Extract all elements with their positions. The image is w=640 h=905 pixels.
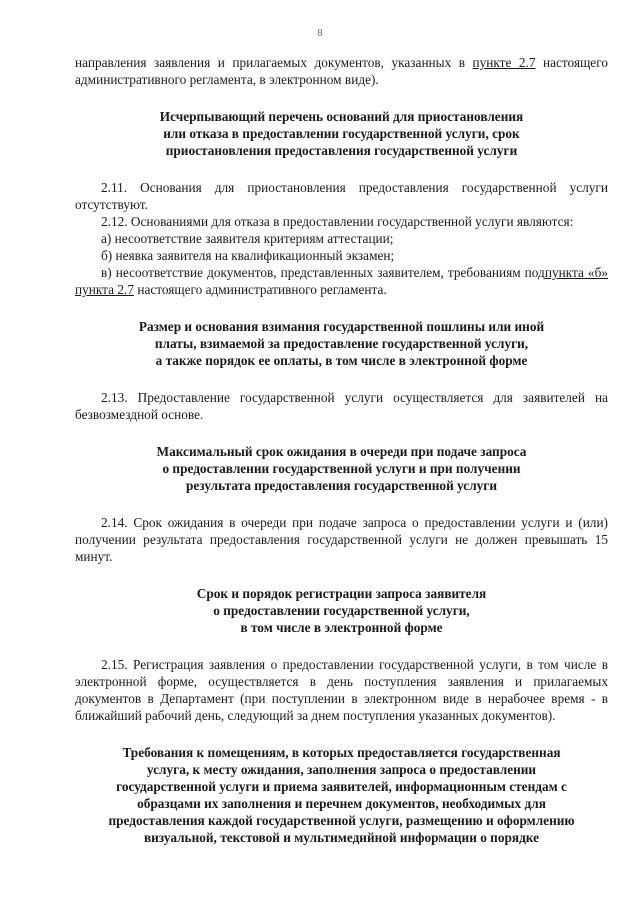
heading-line: Размер и основания взимания государственной пошлины или иной <box>138 319 545 334</box>
heading-line: о предоставлении государственной услуги, <box>213 603 470 618</box>
heading-line: предоставления каждой государственной услуги, размещению и оформлению <box>108 813 575 828</box>
list-item-a: а) несоответствие заявителя критериям аттестации; <box>101 231 394 246</box>
page-number: 8 <box>317 27 323 39</box>
heading-line: о предоставлении государственной услуги и при получении <box>162 461 521 476</box>
heading-line: Исчерпывающий перечень оснований для приостановления <box>159 109 524 124</box>
section-heading-registration <box>75 585 608 636</box>
intro-text-end: настоящего административного регламента, в электронном виде). <box>75 55 608 87</box>
paragraph-2-12: 2.12. Основаниями для отказа в предоставлении государственной услуги являются: <box>101 214 574 229</box>
heading-line: Требования к помещениям, в которых предоставляется государственная <box>122 745 561 760</box>
heading-line: визуальной, текстовой и мультимедийной информации о порядке <box>143 830 540 845</box>
heading-line: платы, взимаемой за предоставление государственной услуги, <box>154 336 529 351</box>
intro-link-clause-2-7[interactable]: пункте 2.7 <box>472 55 536 70</box>
paragraph-2-13: 2.13. Предоставление государственной услуги осуществляется для заявителей на безвозмездной основе. <box>75 390 608 422</box>
item-c-text: в) несоответствие документов, представленных заявителем, требованиям под <box>101 265 545 280</box>
heading-line: приостановления предоставления государственной услуги <box>165 143 518 158</box>
list-item-c <box>75 264 608 298</box>
paragraph-2-11: 2.11. Основания для приостановления предоставления государственной услуги отсутствуют. <box>75 180 608 212</box>
heading-line: услуга, к месту ожидания, заполнения запроса о предоставлении <box>146 762 537 777</box>
heading-line: образцами их заполнения и перечнем документов, необходимых для <box>137 796 546 811</box>
heading-line: Максимальный срок ожидания в очереди при подаче запроса <box>156 444 527 459</box>
list-item-b: б) неявка заявителя на квалификационный экзамен; <box>101 248 395 263</box>
heading-line: или отказа в предоставлении государственной услуги, срок <box>163 126 520 141</box>
section-heading-queue-waiting <box>75 443 608 494</box>
heading-line: в том числе в электронной форме <box>240 620 443 635</box>
heading-line: результата предоставления государственной услуги <box>185 478 498 493</box>
document-body <box>75 54 608 846</box>
item-c-text-end: настоящего административного регламента. <box>134 282 387 297</box>
heading-line: государственной услуги и приема заявителей, информационным стендам с <box>116 779 567 794</box>
section-heading-suspension-refusal <box>75 108 608 159</box>
paragraph-2-15: 2.15. Регистрация заявления о предоставлении государственной услуги, в том числе в электронной форме, осуществляется в день поступления заявления и прилагаемых документов в Департамент (при поступлении в электронном виде в нерабочее время - в ближайший рабочий день, следующий за днем поступления указанных документов). <box>75 657 608 723</box>
section-heading-premises-requirements <box>75 744 608 846</box>
intro-paragraph <box>75 54 608 88</box>
heading-line: а также порядок ее оплаты, в том числе в электронной форме <box>155 353 528 368</box>
intro-text: направления заявления и прилагаемых документов, указанных в <box>75 55 473 70</box>
heading-line: Срок и порядок регистрации запроса заявителя <box>196 586 487 601</box>
item-c-link-clause-2-7b[interactable]: пункта «б» пункта 2.7 <box>75 265 608 297</box>
paragraph-2-14: 2.14. Срок ожидания в очереди при подаче запроса о предоставлении услуги и (или) получении результата предоставления государственной услуги не должен превышать 15 минут. <box>75 515 608 564</box>
section-heading-state-fee <box>75 318 608 369</box>
